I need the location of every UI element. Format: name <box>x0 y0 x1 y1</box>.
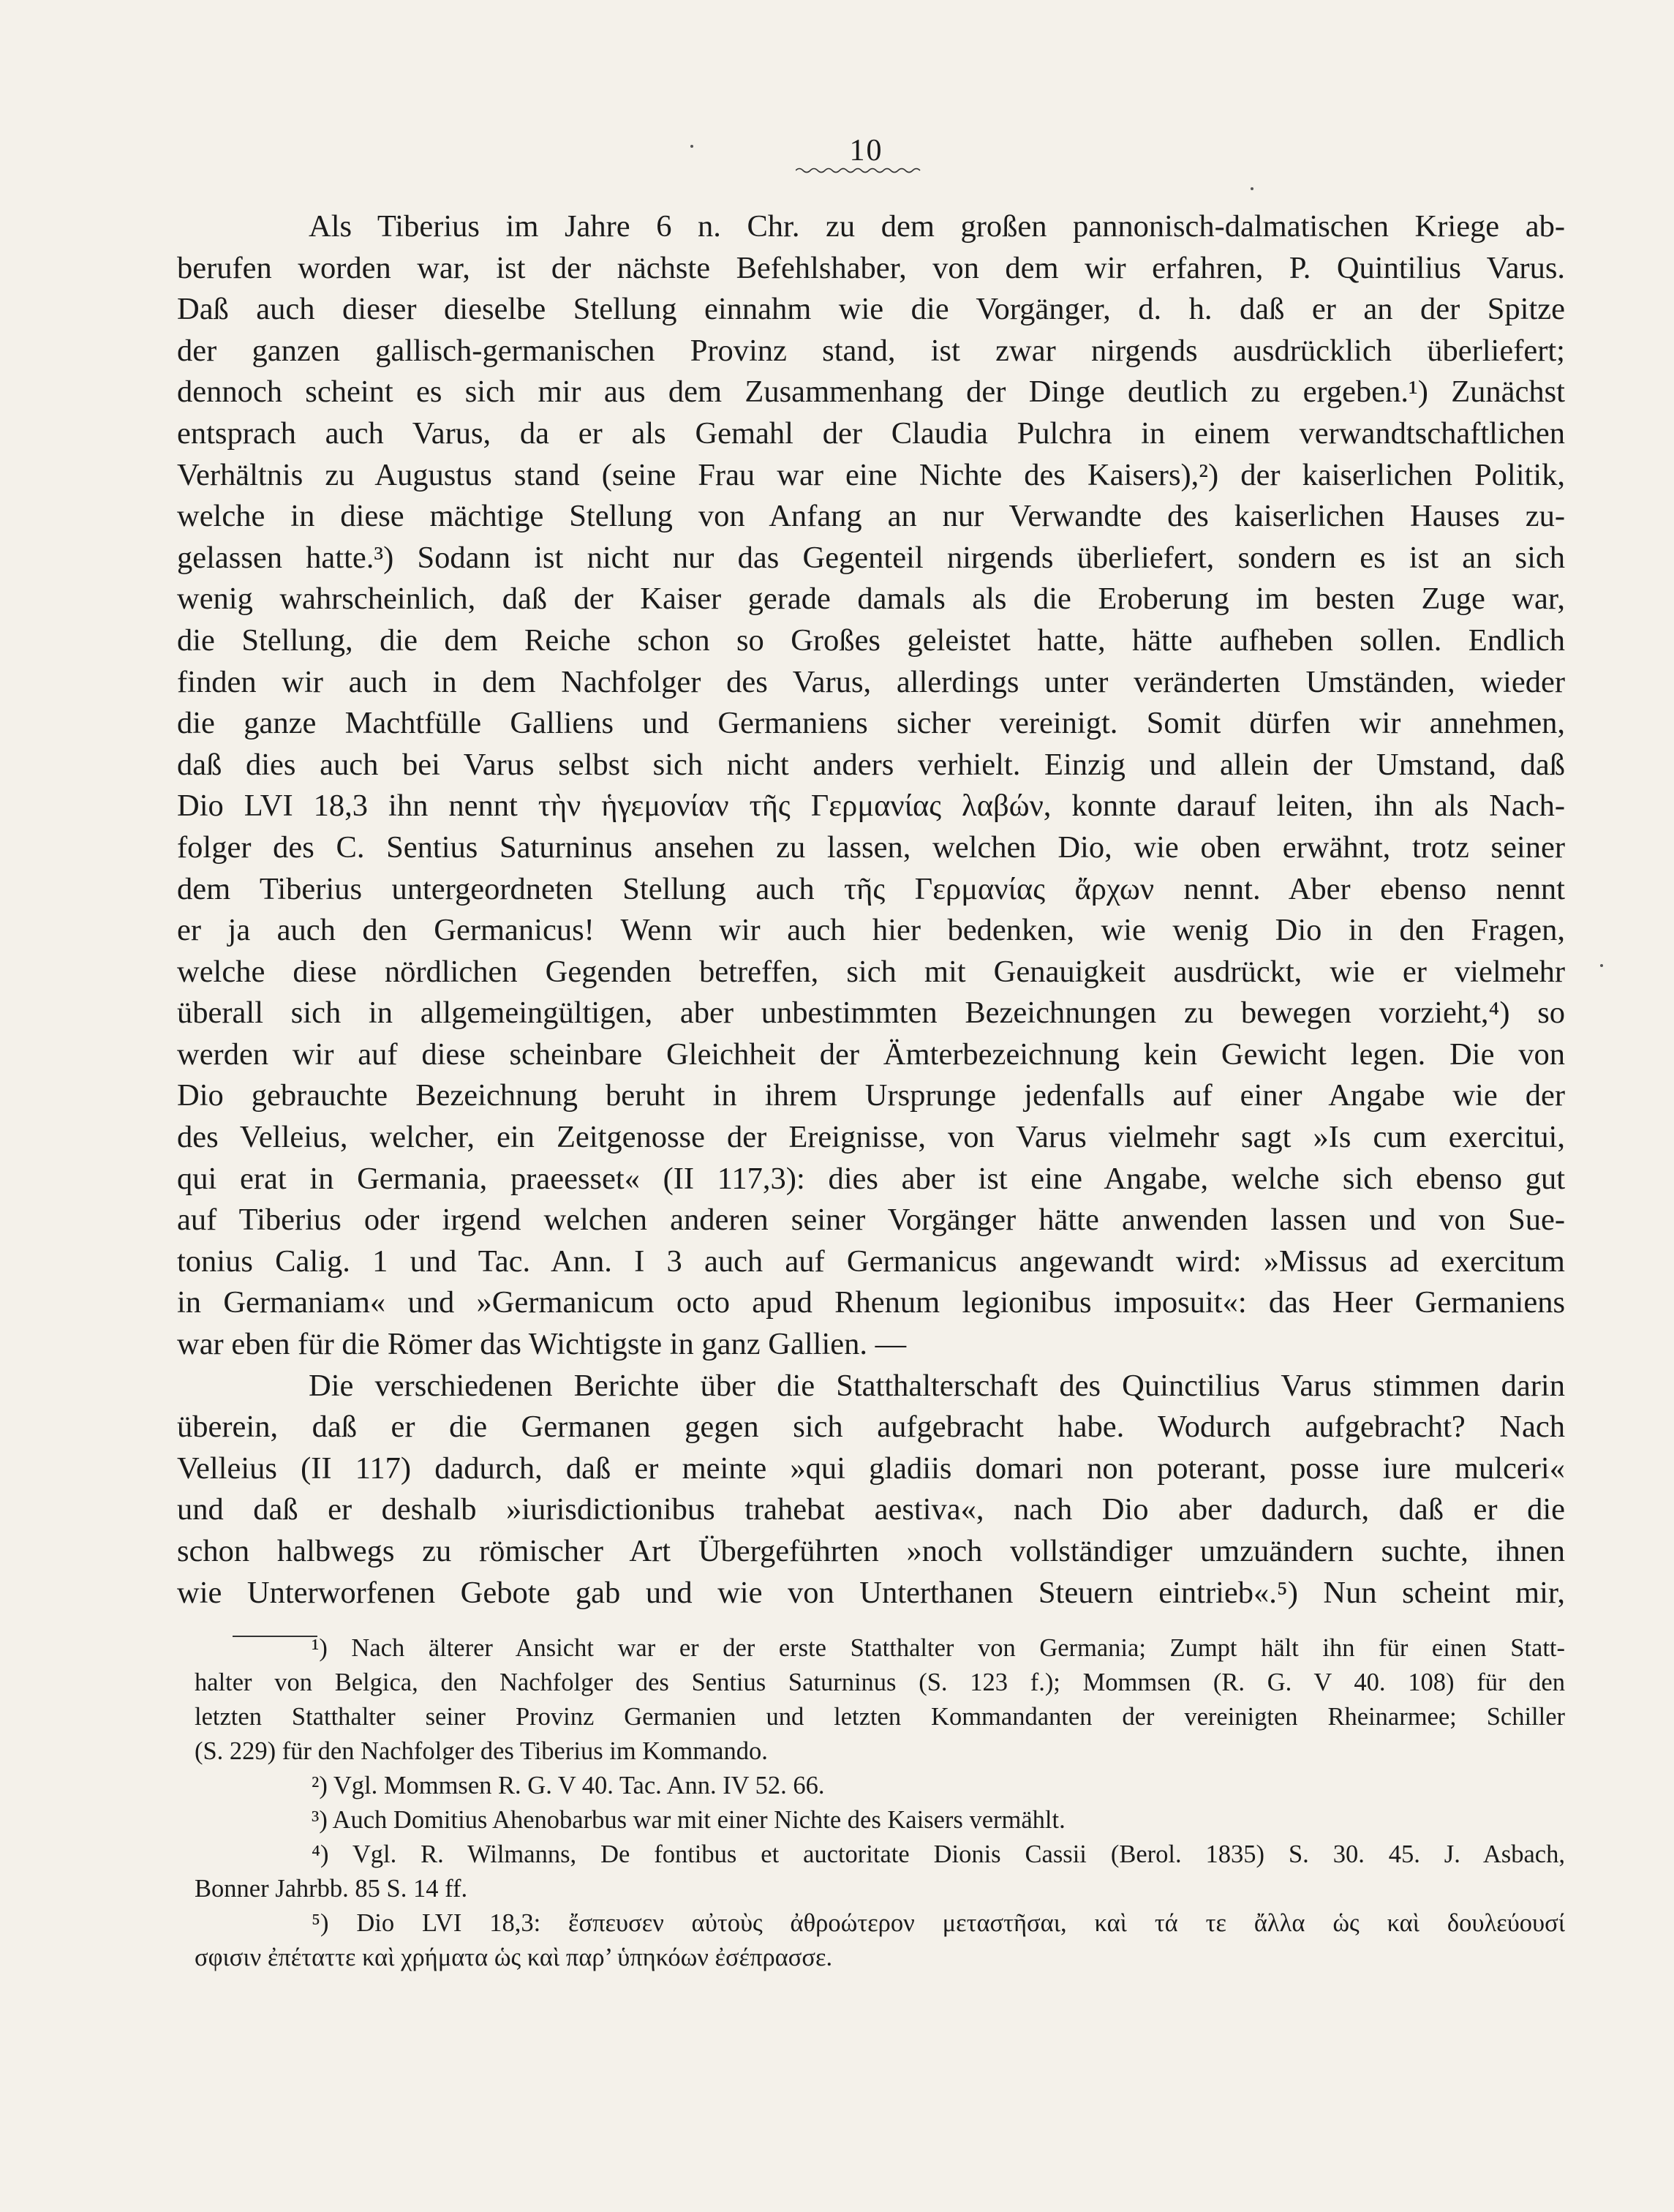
text-line: welche in diese mächtige Stellung von Anfang an nur Verwandte des kaiserlichen Hauses zu- <box>177 499 1565 534</box>
paragraph <box>177 1366 1565 1614</box>
footnote-line: ⁴) Vgl. R. Wilmanns, De fontibus et auctoritate Dionis Cassii (Berol. 1835) S. 30. 45. J. Asbach, <box>312 1840 1565 1868</box>
text-line: Verhältnis zu Augustus stand (seine Frau war eine Nichte des Kaisers),²) der kaiserlichen Politik, <box>177 457 1565 492</box>
footnote-line: Bonner Jahrbb. 85 S. 14 ff. <box>195 1875 468 1903</box>
text-line: war eben für die Römer das Wichtigste in ganz Gallien. — <box>177 1327 907 1362</box>
footnote-line: ¹) Nach älterer Ansicht war er der erste Statthalter von Germania; Zumpt hält ihn für einen Statt- <box>312 1634 1565 1662</box>
footnote-line: halter von Belgica, den Nachfolger des Sentius Saturninus (S. 123 f.); Mommsen (R. G. V 40. 108) für den <box>195 1669 1565 1696</box>
text-line: wie Unterworfenen Gebote gab und wie von Unterthanen Steuern eintrieb«.⁵) Nun scheint mir, <box>177 1575 1565 1610</box>
text-line: auf Tiberius oder irgend welchen anderen seiner Vorgänger hätte anwenden lassen und von Sue- <box>177 1203 1565 1238</box>
text-line: die Stellung, die dem Reiche schon so Großes geleistet hatte, hätte aufheben sollen. Endlich <box>177 622 1565 658</box>
text-line: Dio LVI 18,3 ihn nennt τὴν ἡγεμονίαν τῆς Γερμανίας λαβών, konnte darauf leiten, ihn als Nach- <box>177 789 1565 824</box>
footnote-line: (S. 229) für den Nachfolger des Tiberius im Kommando. <box>195 1737 768 1765</box>
text-line: folger des C. Sentius Saturninus ansehen zu lassen, welchen Dio, wie oben erwähnt, trotz seiner <box>177 830 1565 865</box>
text-line: der ganzen gallisch-germanischen Provinz stand, ist zwar nirgends ausdrücklich überliefert; <box>177 333 1565 368</box>
text-line: entsprach auch Varus, da er als Gemahl der Claudia Pulchra in einem verwandtschaftlichen <box>177 415 1565 451</box>
print-speck <box>1600 964 1603 967</box>
text-line: Daß auch dieser dieselbe Stellung einnahm wie die Vorgänger, d. h. daß er an der Spitze <box>177 292 1565 327</box>
footnotes <box>195 1631 1565 1975</box>
print-speck <box>1251 187 1253 190</box>
text-line: überein, daß er die Germanen gegen sich aufgebracht habe. Wodurch aufgebracht? Nach <box>177 1410 1565 1445</box>
page-number-ornament <box>796 167 921 174</box>
text-line: dem Tiberius untergeordneten Stellung auch τῆς Γερμανίας ἄρχων nennt. Aber ebenso nennt <box>177 871 1565 906</box>
main-text <box>177 206 1565 1614</box>
text-line: finden wir auch in dem Nachfolger des Varus, allerdings unter veränderten Umständen, wieder <box>177 664 1565 699</box>
text-line: Die verschiedenen Berichte über die Statthalterschaft des Quinctilius Varus stimmen darin <box>309 1368 1565 1403</box>
text-line: die ganze Machtfülle Galliens und Germaniens sicher vereinigt. Somit dürfen wir annehmen, <box>177 706 1565 741</box>
print-speck <box>690 145 693 148</box>
text-line: überall sich in allgemeingültigen, aber unbestimmten Bezeichnungen zu bewegen vorzieht,⁴) so <box>177 996 1565 1031</box>
text-line: berufen worden war, ist der nächste Befehlshaber, von dem wir erfahren, P. Quintilius Varus. <box>177 250 1565 285</box>
text-line: daß dies auch bei Varus selbst sich nicht anders verhielt. Einzig und allein der Umstand, daß <box>177 747 1565 782</box>
text-line: Dio gebrauchte Bezeichnung beruht in ihrem Ursprunge jedenfalls auf einer Angabe wie der <box>177 1078 1565 1113</box>
text-line: er ja auch den Germanicus! Wenn wir auch hier bedenken, wie wenig Dio in den Fragen, <box>177 913 1565 948</box>
text-line: in Germaniam« und »Germanicum octo apud Rhenum legionibus imposuit«: das Heer Germaniens <box>177 1285 1565 1320</box>
text-line: Velleius (II 117) dadurch, daß er meinte »qui gladiis domari non poterant, posse iure mulceri« <box>177 1451 1565 1486</box>
text-line: schon halbwegs zu römischer Art Übergeführten »noch vollständiger umzuändern suchte, ihnen <box>177 1534 1565 1568</box>
page-number: 10 <box>849 134 883 168</box>
footnote-line: ⁵) Dio LVI 18,3: ἔσπευσεν αὐτοὺς ἀθροώτερον μεταστῆσαι, καὶ τά τε ἄλλα ὡς καὶ δουλεύουσί <box>312 1909 1565 1937</box>
text-line: und daß er deshalb »iurisdictionibus trahebat aestiva«, nach Dio aber dadurch, daß er die <box>177 1492 1565 1527</box>
text-line: werden wir auf diese scheinbare Gleichheit der Ämterbezeichnung kein Gewicht legen. Die von <box>177 1037 1565 1072</box>
text-line: dennoch scheint es sich mir aus dem Zusammenhang der Dinge deutlich zu ergeben.¹) Zunächst <box>177 375 1565 410</box>
text-line: gelassen hatte.³) Sodann ist nicht nur das Gegenteil nirgends überliefert, sondern es ist an sich <box>177 540 1565 575</box>
text-line: welche diese nördlichen Gegenden betreffen, sich mit Genauigkeit ausdrückt, wie er vielmehr <box>177 954 1565 989</box>
paragraph <box>177 206 1565 1366</box>
footnote-line: ²) Vgl. Mommsen R. G. V 40. Tac. Ann. IV 52. 66. <box>312 1772 825 1799</box>
text-line: qui erat in Germania, praeesset« (II 117,3): dies aber ist eine Angabe, welche sich ebenso gut <box>177 1161 1565 1196</box>
text-line: tonius Calig. 1 und Tac. Ann. I 3 auch auf Germanicus angewandt wird: »Missus ad exercitum <box>177 1244 1565 1279</box>
text-line: des Velleius, welcher, ein Zeitgenosse der Ereignisse, von Varus vielmehr sagt »Is cum exercitui, <box>177 1120 1565 1155</box>
footnote-line: σφισιν ἐπέταττε καὶ χρήματα ὡς καὶ παρ’ ὑπηκόων ἐσέπρασσε. <box>195 1944 833 1971</box>
footnote-line: ³) Auch Domitius Ahenobarbus war mit einer Nichte des Kaisers vermählt. <box>312 1806 1066 1834</box>
footnote-line: letzten Statthalter seiner Provinz Germanien und letzten Kommandanten der vereinigten Rheinarmee; Schiller <box>195 1703 1565 1731</box>
text-line: wenig wahrscheinlich, daß der Kaiser gerade damals als die Eroberung im besten Zuge war, <box>177 582 1565 617</box>
text-line: Als Tiberius im Jahre 6 n. Chr. zu dem großen pannonisch-dalmatischen Kriege ab- <box>309 209 1565 244</box>
